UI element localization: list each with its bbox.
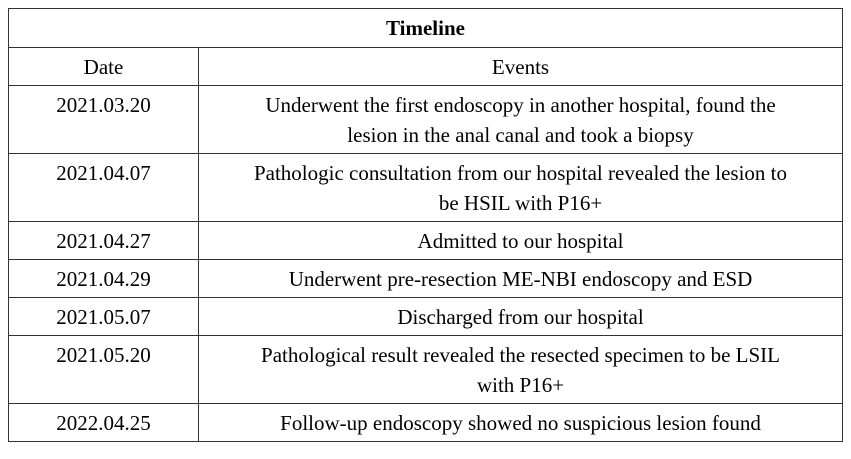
date-cell: 2021.03.20 [9,86,199,154]
table-row [9,260,843,298]
date-cell: 2021.05.20 [9,336,199,404]
table-row [9,154,843,222]
event-cell [199,154,843,222]
event-text-line: be HSIL with P16+ [438,190,603,215]
date-cell: 2021.04.27 [9,222,199,260]
date-cell: 2021.04.29 [9,260,199,298]
event-cell: Underwent pre-resection ME-NBI endoscopy and ESD [199,260,843,298]
event-text-line: lesion in the anal canal and took a biopsy [347,122,694,147]
event-text-line: Underwent the first endoscopy in another hospital, found the [265,92,776,117]
table-title: Timeline [9,9,843,48]
event-text-line: with P16+ [476,372,565,397]
table-row [9,298,843,336]
events-column-header: Events [199,48,843,86]
date-cell: 2021.05.07 [9,298,199,336]
date-cell: 2022.04.25 [9,404,199,442]
event-cell [199,336,843,404]
header-row [9,48,843,86]
table-row [9,222,843,260]
event-text-line: Pathologic consultation from our hospital revealed the lesion to [253,160,788,185]
date-column-header: Date [9,48,199,86]
event-cell [199,86,843,154]
date-cell: 2021.04.07 [9,154,199,222]
timeline-table [8,8,843,442]
table-row [9,86,843,154]
title-row [9,9,843,48]
table-row [9,404,843,442]
event-cell: Discharged from our hospital [199,298,843,336]
table-row [9,336,843,404]
event-cell: Admitted to our hospital [199,222,843,260]
event-text-line: Pathological result revealed the resected specimen to be LSIL [261,342,780,367]
event-cell: Follow-up endoscopy showed no suspicious lesion found [199,404,843,442]
